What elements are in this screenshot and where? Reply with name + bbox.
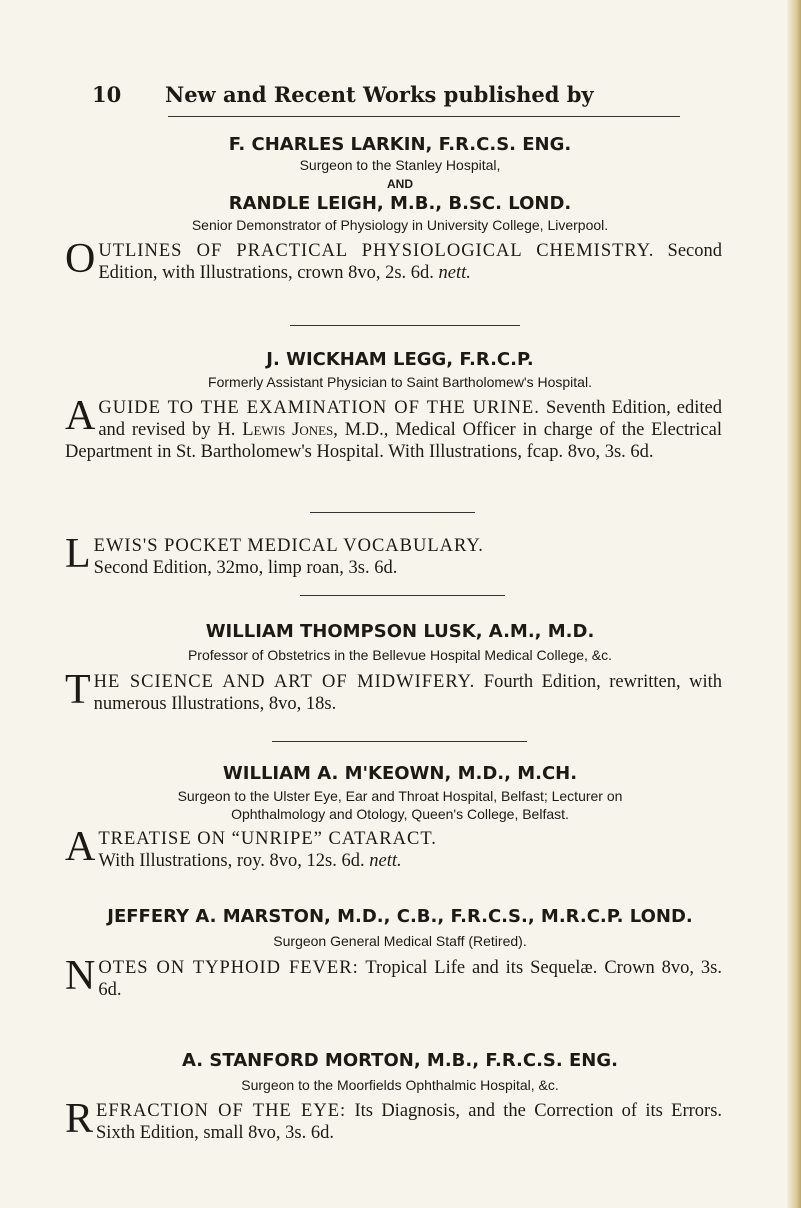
book-title: EWIS'S POCKET MEDICAL VOCABULARY. bbox=[93, 536, 484, 556]
section-rule bbox=[290, 325, 520, 326]
author-name: WILLIAM THOMPSON LUSK, A.M., M.D. bbox=[205, 621, 595, 642]
editor-name: Lewis Jones bbox=[242, 420, 334, 440]
drop-cap: L bbox=[65, 531, 91, 577]
book-details: With Illustrations, roy. 8vo, 12s. 6d. bbox=[98, 851, 365, 871]
author-title: Surgeon General Medical Staff (Retired). bbox=[273, 933, 527, 949]
book-title: TREATISE ON “UNRIPE” CATARACT. bbox=[98, 829, 437, 849]
section-rule bbox=[272, 741, 527, 742]
section-rule bbox=[300, 595, 505, 596]
book-entry bbox=[65, 393, 722, 463]
book-title: HE SCIENCE AND ART OF MIDWIFERY. bbox=[93, 672, 476, 692]
drop-cap: A bbox=[65, 393, 96, 439]
book-entry bbox=[65, 236, 722, 284]
drop-cap: T bbox=[65, 667, 91, 713]
price-note: nett. bbox=[369, 851, 402, 871]
drop-cap: A bbox=[65, 824, 96, 870]
author-title: Senior Demonstrator of Physiology in University College, Liverpool. bbox=[191, 217, 609, 233]
book-details: Fourth Edition, rewritten, with numerous Illustrations, 8vo, 18s. bbox=[93, 672, 723, 714]
page-number: 10 bbox=[92, 82, 122, 107]
book-title: GUIDE TO THE EXAMINATION OF THE URINE. bbox=[98, 398, 540, 418]
section-rule bbox=[310, 512, 475, 513]
book-entry bbox=[65, 531, 722, 579]
book-entry bbox=[65, 953, 723, 1001]
author-name: WILLIAM A. M'KEOWN, M.D., M.CH. bbox=[222, 763, 578, 784]
author-title: Formerly Assistant Physician to Saint Bartholomew's Hospital. bbox=[208, 374, 592, 390]
book-details: Second Edition, with Illustrations, crown 8vo, 2s. 6d. bbox=[98, 241, 722, 283]
book-details: Tropical Life and its Sequelæ. Crown 8vo, 3s. 6d. bbox=[98, 958, 723, 1000]
book-details: Seventh Edition, edited and revised by H. bbox=[98, 398, 722, 440]
author-name: RANDLE LEIGH, M.B., B.SC. LOND. bbox=[228, 193, 572, 214]
author-title: Surgeon to the Moorfields Ophthalmic Hospital, &c. bbox=[241, 1077, 559, 1093]
book-entry bbox=[65, 1096, 723, 1144]
author-title: Surgeon to the Ulster Eye, Ear and Throat Hospital, Belfast; Lecturer on bbox=[177, 788, 623, 804]
book-title: EFRACTION OF THE EYE: bbox=[96, 1101, 347, 1121]
author-name: A. STANFORD MORTON, M.B., F.R.C.S. ENG. bbox=[182, 1050, 618, 1071]
author-title-cont: Ophthalmology and Otology, Queen's College, Belfast. bbox=[231, 806, 569, 822]
book-details: Its Diagnosis, and the Correction of its Errors. Sixth Edition, small 8vo, 3s. 6d. bbox=[96, 1101, 723, 1143]
drop-cap: R bbox=[65, 1096, 94, 1142]
running-title: New and Recent Works published by bbox=[165, 82, 594, 107]
book-entry bbox=[65, 824, 722, 872]
author-name: F. CHARLES LARKIN, F.R.C.S. ENG. bbox=[228, 134, 572, 155]
book-title: UTLINES OF PRACTICAL PHYSIOLOGICAL CHEMISTRY. bbox=[98, 241, 655, 261]
book-details-cont: , M.D., Medical Officer in charge of the Electrical Department in St. Bartholomew's Hospital. With Illustrations, fcap. 8vo, 3s. 6d. bbox=[65, 420, 722, 462]
author-title: Professor of Obstetrics in the Bellevue Hospital Medical College, &c. bbox=[187, 647, 613, 663]
page-edge bbox=[787, 0, 801, 1208]
conjunction: AND bbox=[387, 177, 413, 191]
book-details: Second Edition, 32mo, limp roan, 3s. 6d. bbox=[93, 558, 398, 578]
author-name: J. WICKHAM LEGG, F.R.C.P. bbox=[266, 349, 534, 370]
book-title: OTES ON TYPHOID FEVER: bbox=[98, 958, 359, 978]
drop-cap: N bbox=[65, 953, 96, 999]
author-title: Surgeon to the Stanley Hospital, bbox=[299, 157, 501, 173]
book-entry bbox=[65, 667, 723, 715]
drop-cap: O bbox=[65, 236, 96, 282]
header-rule bbox=[168, 116, 680, 117]
price-note: nett. bbox=[438, 263, 471, 283]
author-name: JEFFERY A. MARSTON, M.D., C.B., F.R.C.S., M.R.C.P. LOND. bbox=[107, 906, 693, 927]
